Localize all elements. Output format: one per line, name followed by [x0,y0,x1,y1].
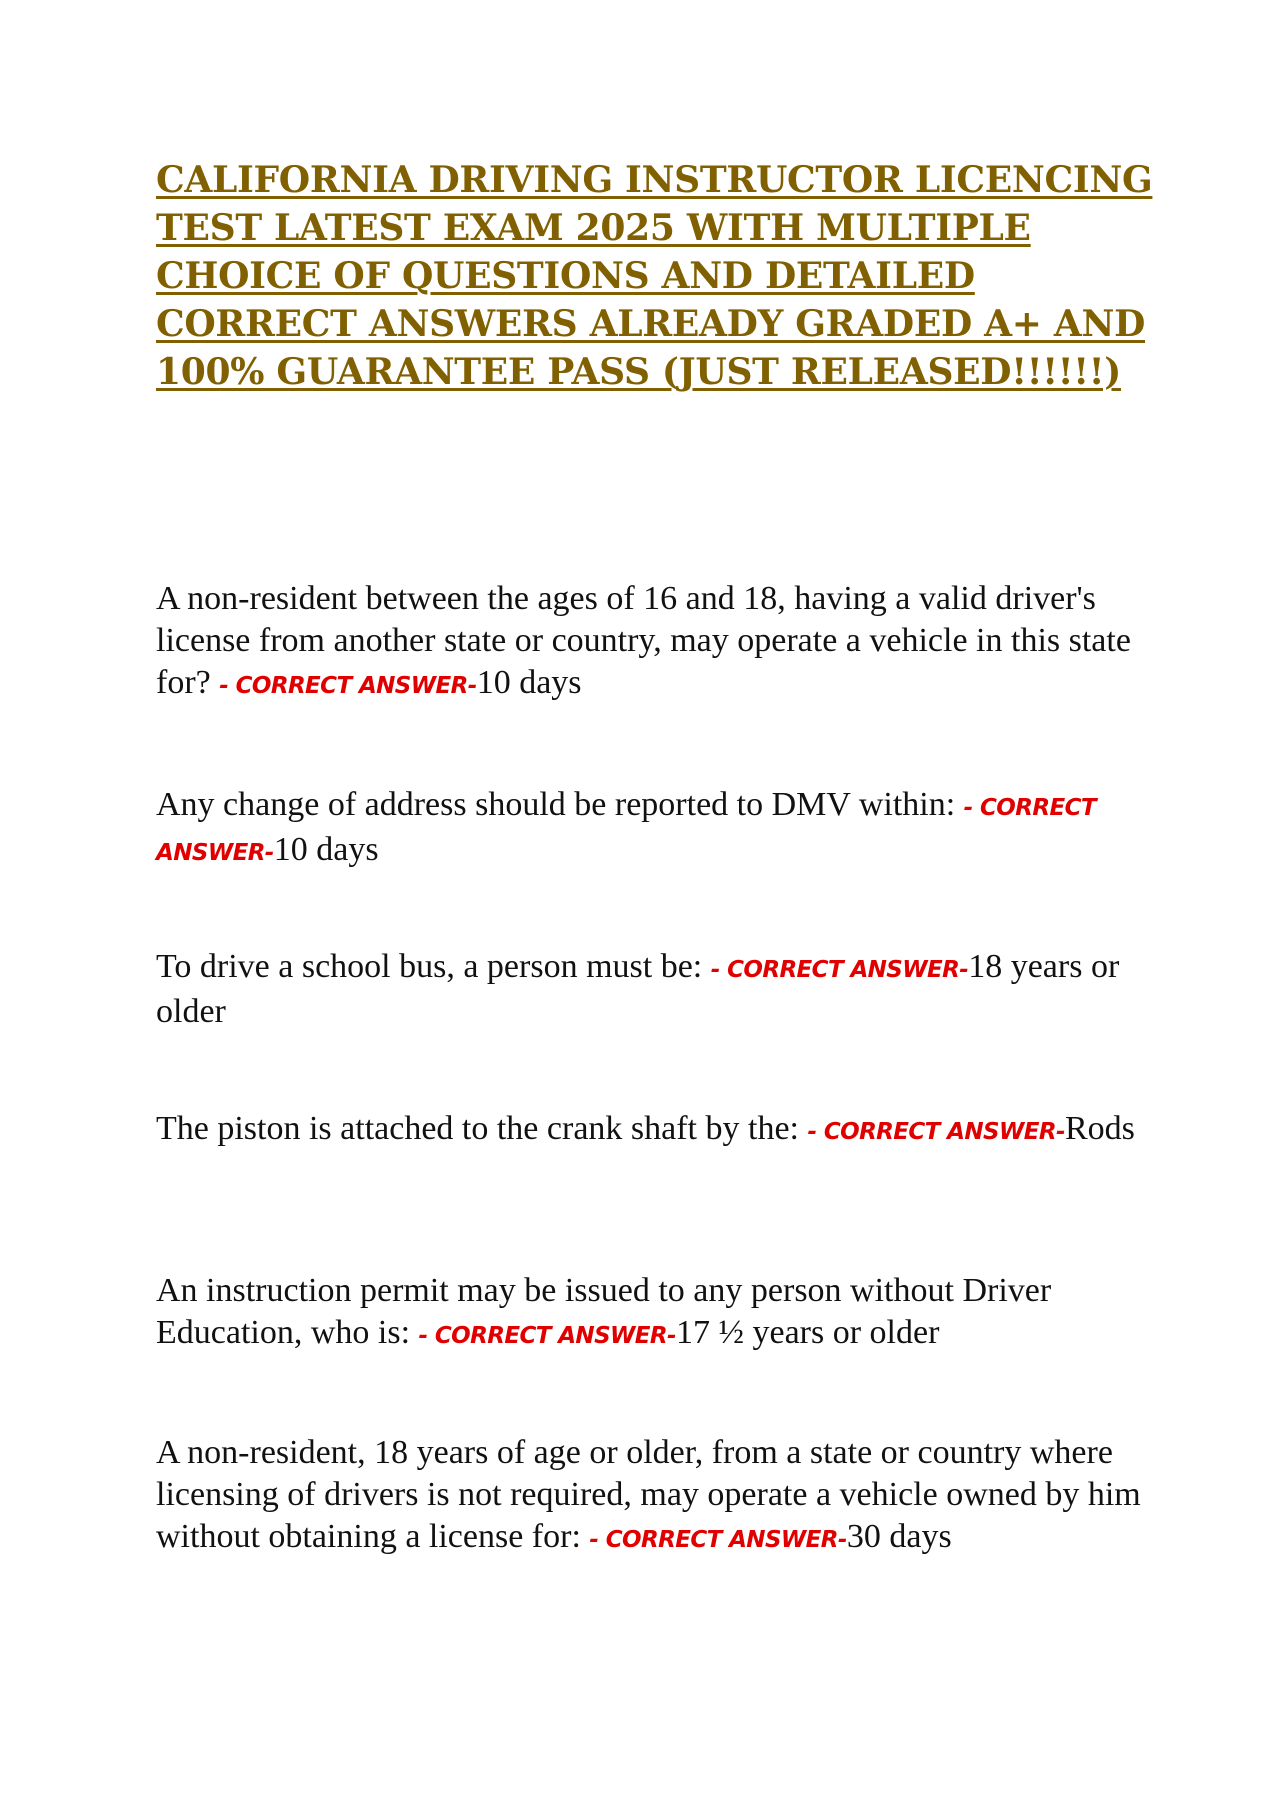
qa-item-4 [156,1108,1146,1153]
question-text: A non-resident between the ages of 16 and 18, having a valid driver's license from another state or country, may operate a vehicle in this state for? [156,580,1131,701]
qa-item-6 [156,1432,1146,1561]
answer-text: Rods [1064,1110,1135,1147]
correct-answer-marker: - CORRECT ANSWER- [807,1119,1065,1145]
answer-text: 10 days [476,664,582,701]
correct-answer-marker: - CORRECT ANSWER- [219,673,477,699]
answer-text: 18 years or older [156,948,1120,1030]
question-text: The piston is attached to the crank shaft by the: [156,1110,799,1147]
qa-item-5 [156,1270,1146,1357]
correct-answer-marker: - CORRECT ANSWER- [156,795,1096,866]
qa-item-1 [156,578,1146,707]
qa-item-2 [156,784,1146,874]
correct-answer-marker: - CORRECT ANSWER- [710,957,969,983]
document-title: CALIFORNIA DRIVING INSTRUCTOR LICENCING TEST LATEST EXAM 2025 WITH MULTIPLE CHOICE OF QUESTIONS AND DETAILED CORRECT ANSWERS ALREADY GRADED A+ AND 100% GUARANTEE PASS (JUST RELEASED!!!!!!) [156,159,1153,393]
answer-text: 10 days [273,831,379,868]
question-text: A non-resident, 18 years of age or older, from a state or country where licensing of drivers is not required, may operate a vehicle owned by him without obtaining a license for: [156,1434,1141,1555]
question-text: Any change of address should be reported to DMV within: [156,786,956,823]
answer-text: 30 days [846,1518,952,1555]
question-text: To drive a school bus, a person must be: [156,948,703,985]
question-text: An instruction permit may be issued to any person without Driver Education, who is: [156,1272,1052,1351]
correct-answer-marker: - CORRECT ANSWER- [418,1323,676,1349]
qa-item-3 [156,946,1146,1033]
answer-text: 17 ½ years or older [675,1314,940,1351]
correct-answer-marker: - CORRECT ANSWER- [589,1527,847,1553]
